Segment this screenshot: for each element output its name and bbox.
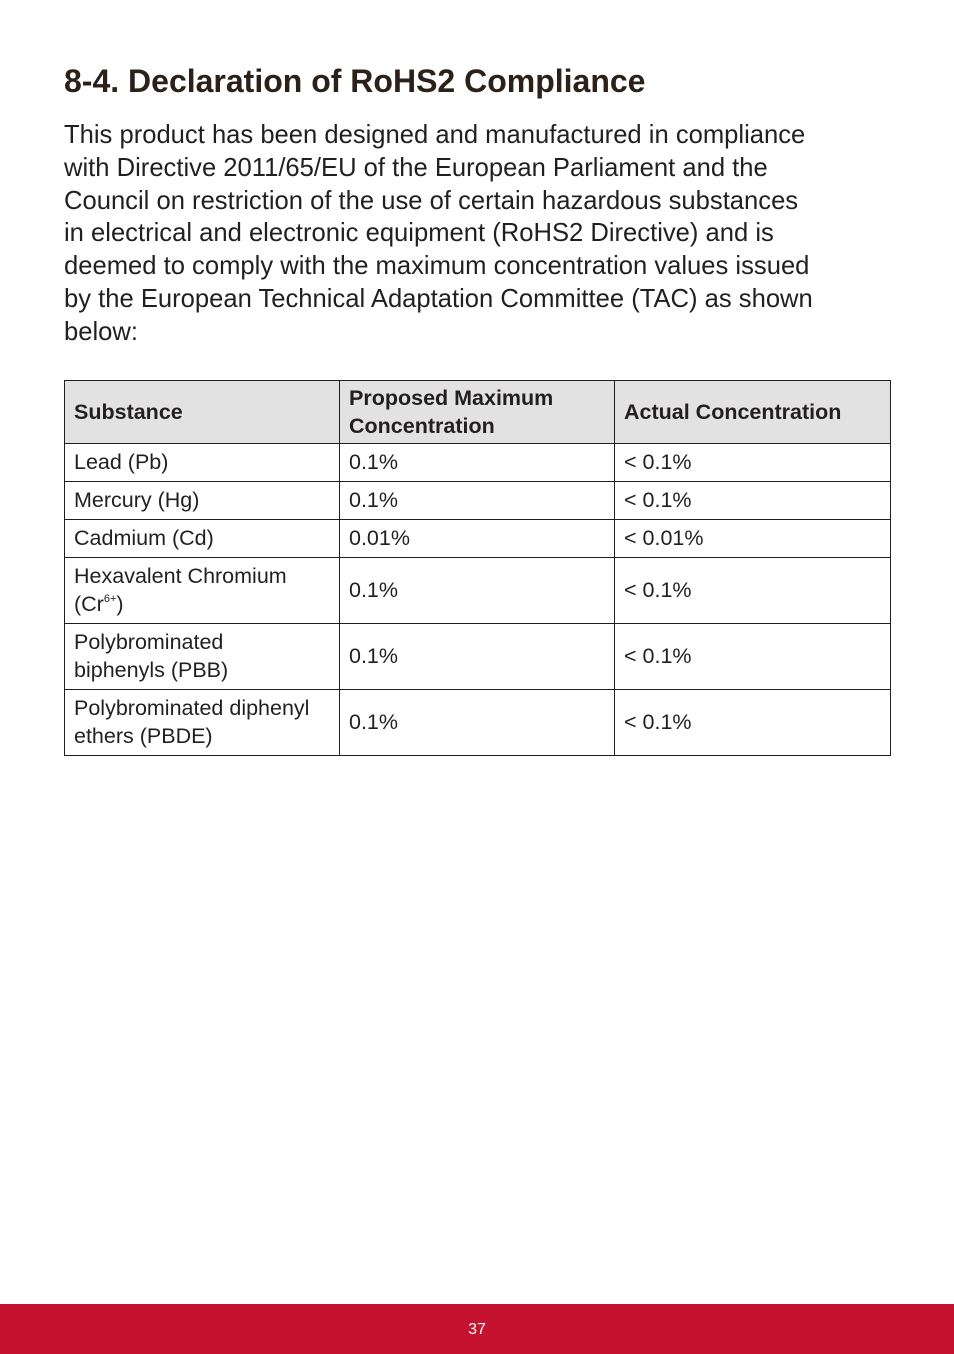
substance-cell: Mercury (Hg) <box>65 482 340 520</box>
intro-line: below: <box>64 317 138 346</box>
ion-charge-superscript: 6+ <box>103 593 117 605</box>
intro-line: deemed to comply with the maximum concentration values issued <box>64 252 810 281</box>
substance-cell <box>65 690 340 756</box>
substance-line <box>74 590 330 618</box>
intro-line: This product has been designed and manufactured in compliance <box>64 121 806 149</box>
substance-formula-prefix: (Cr <box>74 592 104 616</box>
header-substance: Substance <box>65 381 340 444</box>
intro-line: by the European Technical Adaptation Committee (TAC) as shown <box>64 284 813 313</box>
actual-cell: < 0.1% <box>615 690 891 756</box>
page-number: 37 <box>468 1321 486 1338</box>
proposed-cell: 0.1% <box>340 558 615 624</box>
substance-line: biphenyls (PBB) <box>74 658 229 682</box>
actual-cell: < 0.01% <box>615 520 891 558</box>
substance-line: Polybrominated <box>74 630 224 654</box>
table-row <box>65 558 891 624</box>
intro-line: with Directive 2011/65/EU of the European Parliament and the <box>64 153 768 182</box>
substance-cell: Cadmium (Cd) <box>65 520 340 558</box>
substance-cell: Lead (Pb) <box>65 444 340 482</box>
table-row <box>65 690 891 756</box>
substance-line: Polybrominated diphenyl <box>74 696 310 720</box>
table-header-row <box>65 381 891 444</box>
table-row <box>65 520 891 558</box>
table-row <box>65 482 891 520</box>
table-row <box>65 624 891 690</box>
proposed-cell: 0.1% <box>340 444 615 482</box>
header-proposed-line: Proposed Maximum <box>349 386 554 410</box>
substance-line: Hexavalent Chromium <box>74 564 287 588</box>
intro-line: Council on restriction of the use of certain hazardous substances <box>64 186 799 215</box>
actual-cell: < 0.1% <box>615 482 891 520</box>
rohs-compliance-table <box>64 380 891 756</box>
intro-paragraph <box>64 119 884 349</box>
actual-cell: < 0.1% <box>615 624 891 690</box>
table-row <box>65 444 891 482</box>
proposed-cell: 0.1% <box>340 624 615 690</box>
proposed-cell: 0.01% <box>340 520 615 558</box>
header-proposed-maximum <box>340 381 615 444</box>
page-title: 8-4. Declaration of RoHS2 Compliance <box>64 63 646 99</box>
substance-cell <box>65 624 340 690</box>
header-actual-concentration: Actual Concentration <box>615 381 891 444</box>
actual-cell: < 0.1% <box>615 558 891 624</box>
substance-formula-suffix: ) <box>116 592 124 616</box>
intro-line: in electrical and electronic equipment (RoHS2 Directive) and is <box>64 219 774 248</box>
header-proposed-line: Concentration <box>349 414 495 438</box>
footer-bar <box>0 1304 954 1354</box>
proposed-cell: 0.1% <box>340 690 615 756</box>
substance-cell <box>65 558 340 624</box>
actual-cell: < 0.1% <box>615 444 891 482</box>
substance-line: ethers (PBDE) <box>74 724 213 748</box>
proposed-cell: 0.1% <box>340 482 615 520</box>
